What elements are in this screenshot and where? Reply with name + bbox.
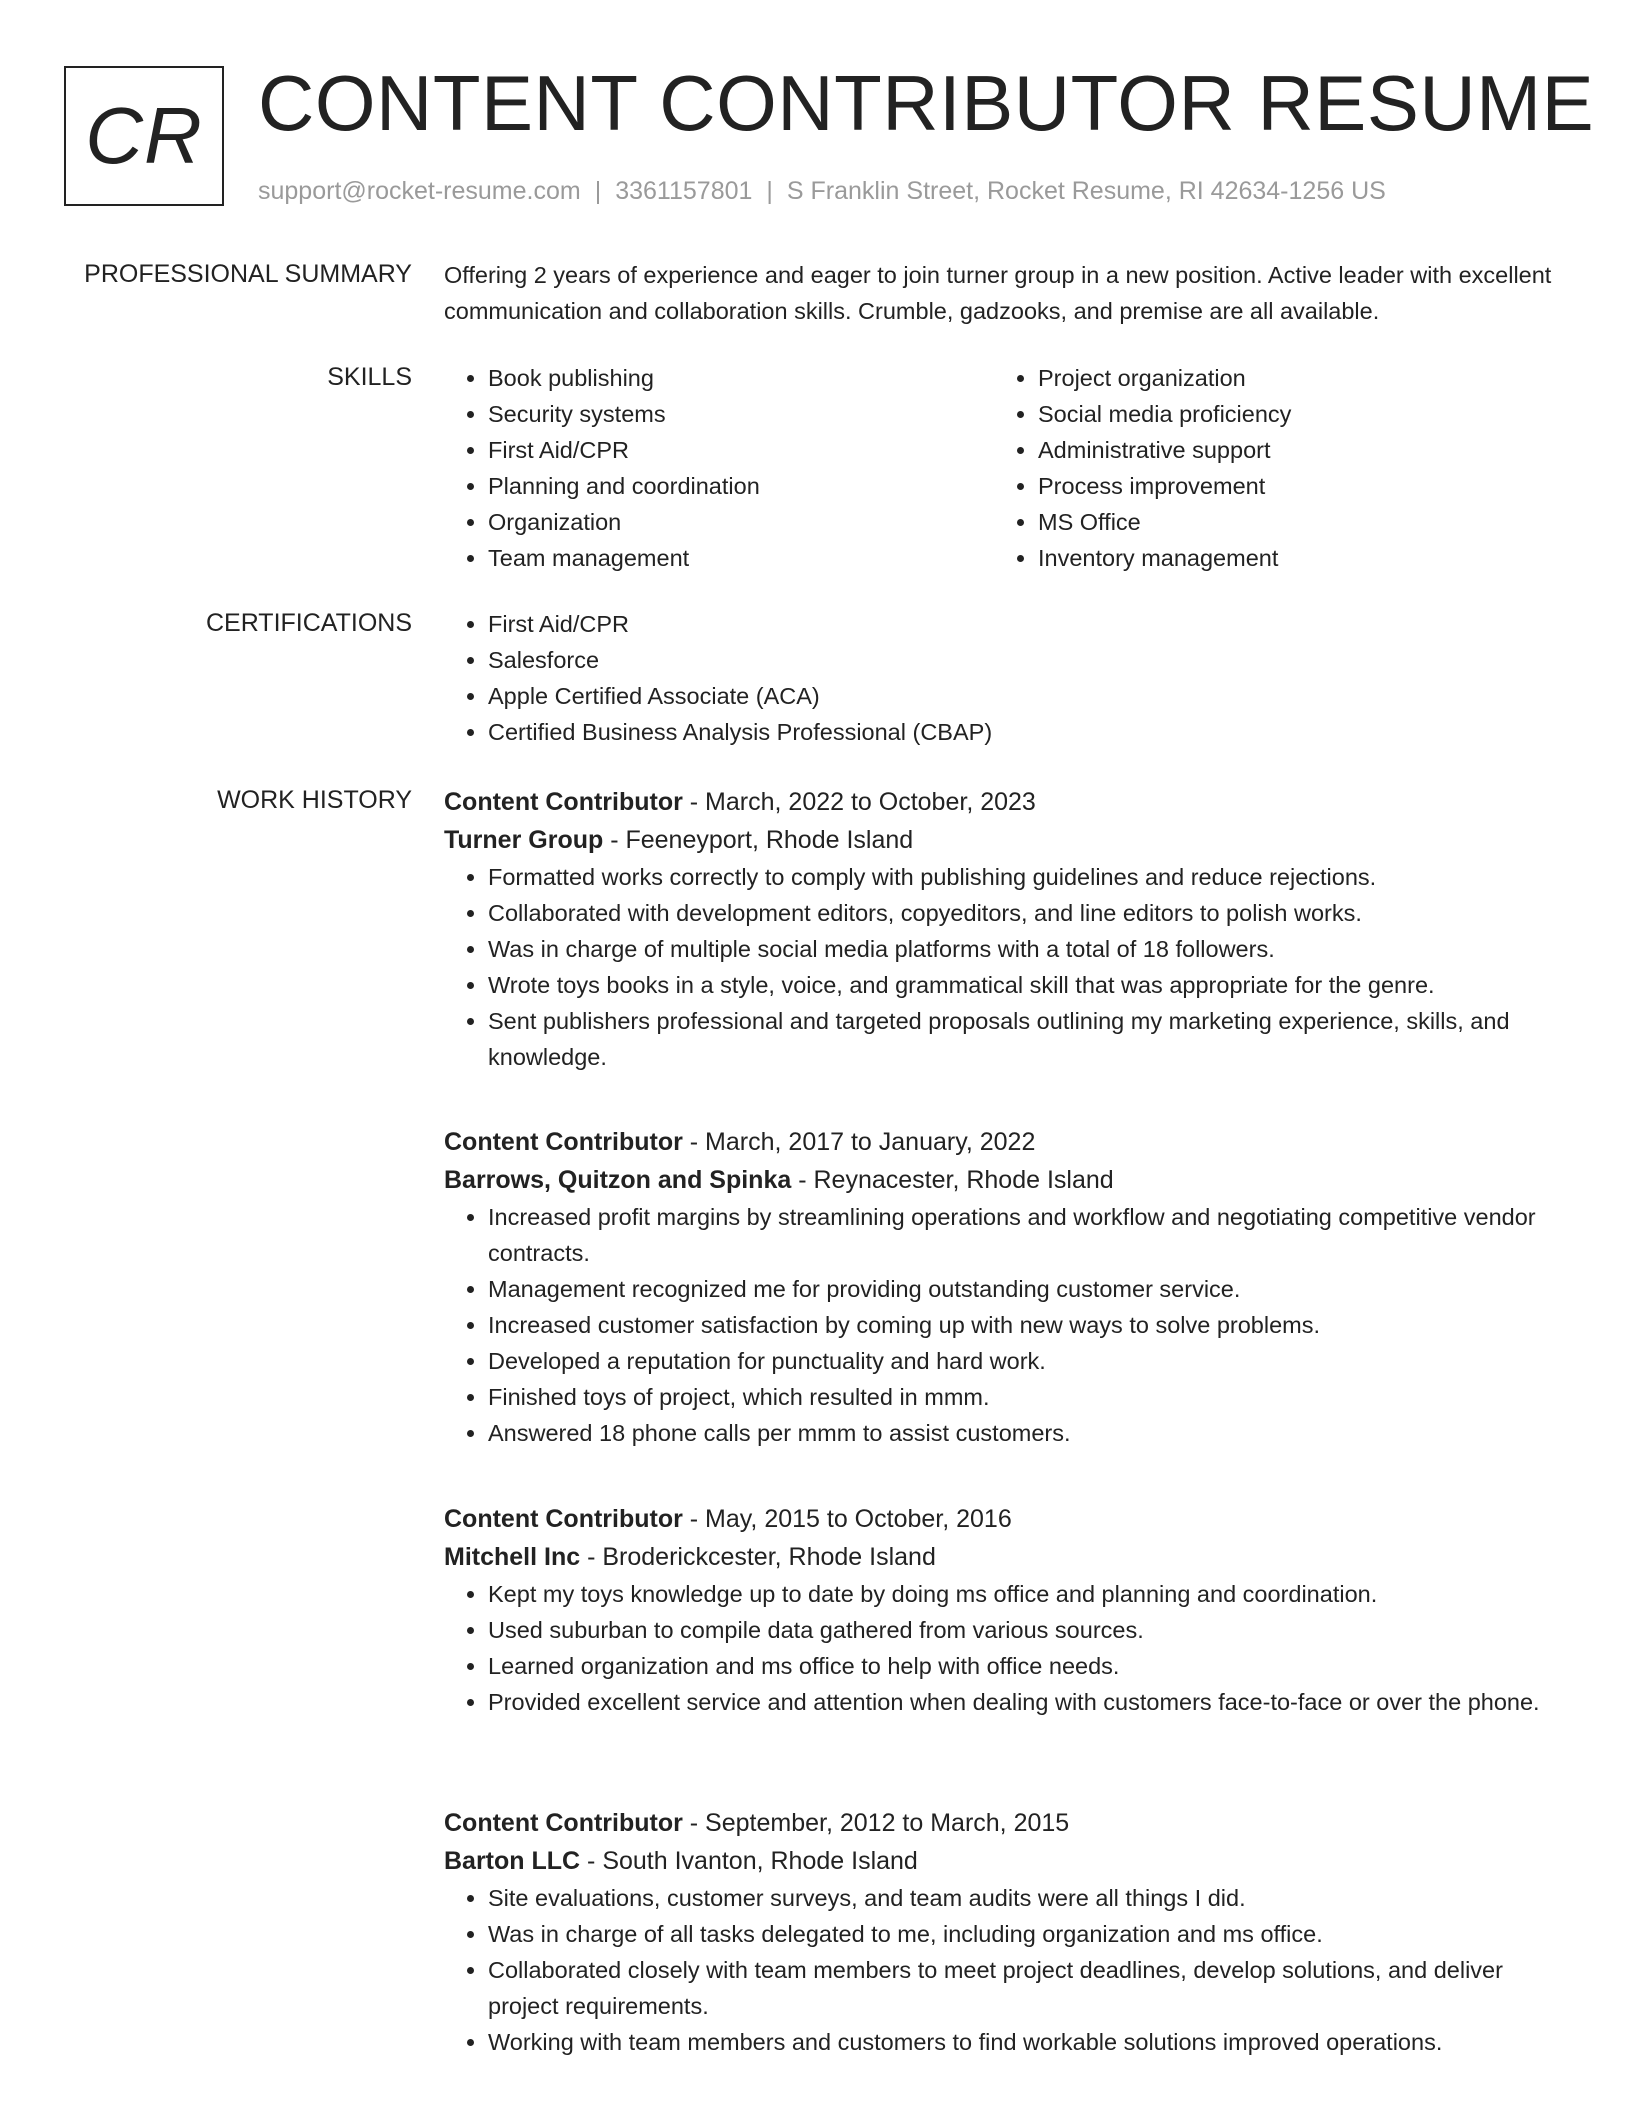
job-bullet: • Learned organization and ms office to help with office needs.: [488, 1648, 1564, 1684]
job-company-line: [444, 1538, 1564, 1576]
job-company: Barton LLC: [444, 1847, 581, 1875]
job-title-line: [444, 783, 1564, 821]
contact-line: [258, 174, 1386, 208]
job-location: - Feeneyport, Rhode Island: [603, 826, 914, 854]
summary-label: PROFESSIONAL SUMMARY: [84, 260, 412, 288]
skills-list-right: [994, 360, 1544, 576]
job-bullet: • Kept my toys knowledge up to date by doing ms office and planning and coordination.: [488, 1576, 1564, 1612]
contact-separator: |: [766, 177, 773, 205]
job-bullet: • Management recognized me for providing outstanding customer service.: [488, 1271, 1564, 1307]
skills-body: [444, 360, 1564, 576]
job-title-line: [444, 1500, 1564, 1538]
job-company: Mitchell Inc: [444, 1543, 581, 1571]
job-bullet: • Working with team members and customers to find workable solutions improved operations.: [488, 2024, 1564, 2060]
skill-item: • MS Office: [1038, 504, 1544, 540]
job-bullet: • Developed a reputation for punctuality and hard work.: [488, 1343, 1564, 1379]
job-company: Turner Group: [444, 826, 604, 854]
job-location: - Reynacester, Rhode Island: [791, 1166, 1114, 1194]
job-bullet: • Increased profit margins by streamlining operations and workflow and negotiating competitive vendor contracts.: [488, 1199, 1564, 1271]
job-dates: - September, 2012 to March, 2015: [682, 1809, 1070, 1837]
skills-label: SKILLS: [327, 363, 412, 391]
contact-phone[interactable]: 3361157801: [615, 177, 753, 205]
job-bullet: • Answered 18 phone calls per mmm to assist customers.: [488, 1415, 1564, 1451]
job-bullet: • Site evaluations, customer surveys, and team audits were all things I did.: [488, 1880, 1564, 1916]
skill-item: • Team management: [488, 540, 994, 576]
job-bullets: [444, 1576, 1564, 1720]
skill-item: • Inventory management: [1038, 540, 1544, 576]
skill-item: • Planning and coordination: [488, 468, 994, 504]
job-title: Content Contributor: [444, 1505, 683, 1533]
job-bullet: • Provided excellent service and attention when dealing with customers face-to-face or over the phone.: [488, 1684, 1564, 1720]
job-bullet: • Formatted works correctly to comply with publishing guidelines and reduce rejections.: [488, 859, 1564, 895]
contact-separator: |: [594, 177, 602, 205]
job-bullet: • Collaborated closely with team members to meet project deadlines, develop solutions, and deliver project requirements.: [488, 1952, 1564, 2024]
skill-item: • Security systems: [488, 396, 994, 432]
job-bullet: • Wrote toys books in a style, voice, and grammatical skill that was appropriate for the genre.: [488, 967, 1564, 1003]
job-title-line: [444, 1804, 1564, 1842]
job-bullet: • Finished toys of project, which resulted in mmm.: [488, 1379, 1564, 1415]
job-company-line: [444, 1842, 1564, 1880]
skill-item: • Book publishing: [488, 360, 994, 396]
job-bullet: • Sent publishers professional and targeted proposals outlining my marketing experience, skills, and knowledge.: [488, 1003, 1564, 1075]
work-history-label: WORK HISTORY: [217, 786, 412, 814]
job-bullets: [444, 859, 1564, 1075]
certifications-list: [444, 606, 1564, 750]
resume-title: CONTENT CONTRIBUTOR RESUME: [258, 59, 1595, 147]
job-bullet: • Was in charge of all tasks delegated to me, including organization and ms office.: [488, 1916, 1564, 1952]
job-dates: - March, 2022 to October, 2023: [682, 788, 1036, 816]
contact-address: S Franklin Street, Rocket Resume, RI 42634-1256 US: [786, 177, 1386, 205]
certifications-body: [444, 606, 1564, 750]
job-company-line: [444, 821, 1564, 859]
summary-text: Offering 2 years of experience and eager to join turner group in a new position. Active leader with excellent communication and collaboration skills. Crumble, gadzooks, and premise are all available.: [444, 262, 1552, 324]
monogram-badge: CR: [64, 66, 224, 206]
certifications-label: CERTIFICATIONS: [205, 609, 412, 637]
skill-item: • Process improvement: [1038, 468, 1544, 504]
job-bullets: [444, 1880, 1564, 2060]
job-location: - Broderickcester, Rhode Island: [580, 1543, 936, 1571]
certification-item: • First Aid/CPR: [488, 606, 1564, 642]
job-bullet: • Collaborated with development editors, copyeditors, and line editors to polish works.: [488, 895, 1564, 931]
job-dates: - May, 2015 to October, 2016: [682, 1505, 1012, 1533]
job-dates: - March, 2017 to January, 2022: [682, 1128, 1036, 1156]
job-company-line: [444, 1161, 1564, 1199]
job-title: Content Contributor: [444, 788, 683, 816]
job-bullets: [444, 1199, 1564, 1451]
job-company: Barrows, Quitzon and Spinka: [444, 1166, 792, 1194]
certification-item: • Salesforce: [488, 642, 1564, 678]
certification-item: • Certified Business Analysis Professional (CBAP): [488, 714, 1564, 750]
job-bullet: • Was in charge of multiple social media platforms with a total of 18 followers.: [488, 931, 1564, 967]
job-title: Content Contributor: [444, 1809, 683, 1837]
job-bullet: • Used suburban to compile data gathered from various sources.: [488, 1612, 1564, 1648]
skill-item: • Organization: [488, 504, 994, 540]
job-title: Content Contributor: [444, 1128, 683, 1156]
skill-item: • First Aid/CPR: [488, 432, 994, 468]
job-bullet: • Increased customer satisfaction by coming up with new ways to solve problems.: [488, 1307, 1564, 1343]
skill-item: • Social media proficiency: [1038, 396, 1544, 432]
skill-item: • Administrative support: [1038, 432, 1544, 468]
contact-email[interactable]: support@rocket-resume.com: [258, 177, 581, 205]
job-location: - South Ivanton, Rhode Island: [580, 1847, 918, 1875]
skill-item: • Project organization: [1038, 360, 1544, 396]
skills-list-left: [444, 360, 994, 576]
job-title-line: [444, 1123, 1564, 1161]
certification-item: • Apple Certified Associate (ACA): [488, 678, 1564, 714]
